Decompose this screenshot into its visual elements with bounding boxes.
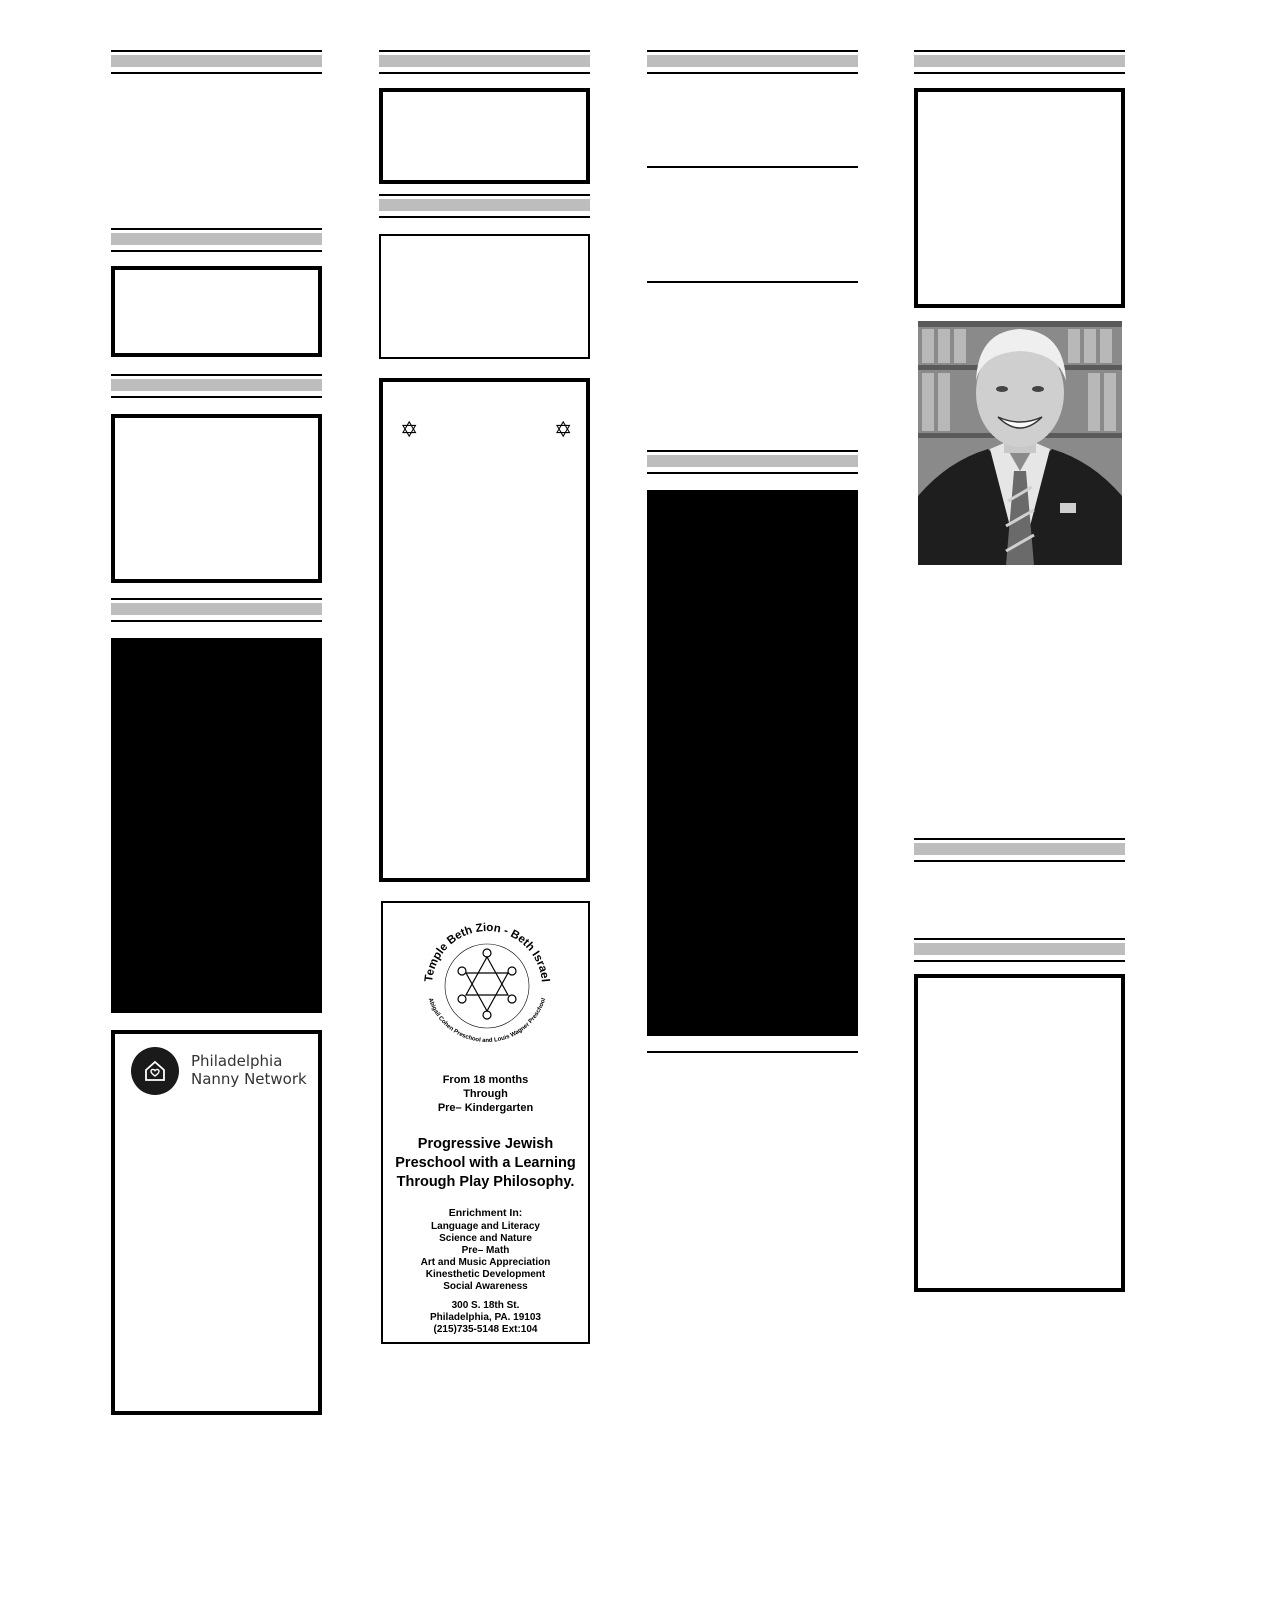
address-line-1: 300 S. 18th St. [451, 1300, 520, 1311]
enrichment-item: Language and Literacy [431, 1221, 540, 1232]
address-line-2: Philadelphia, PA. 19103 [430, 1312, 541, 1323]
ad-box [914, 974, 1125, 1292]
section-header-bar [647, 450, 858, 474]
svg-text:Abigail Cohen Preschool and Lo [427, 997, 548, 1044]
ages-line-1: From 18 months [442, 1074, 529, 1086]
logo-ring-top-text: Temple Beth Zion - Beth Israel [423, 921, 551, 983]
enrichment-heading: Enrichment In: [448, 1207, 523, 1219]
ages-line-3: Pre– Kindergarten [437, 1102, 534, 1114]
nanny-network-name-line1: Philadelphia [191, 1052, 283, 1070]
section-header-bar [914, 938, 1125, 962]
enrichment-item: Kinesthetic Development [425, 1269, 546, 1280]
section-header-bar [111, 50, 322, 74]
ad-box [111, 414, 322, 583]
star-of-david-icon: ✡ [400, 418, 419, 443]
enrichment-item: Science and Nature [439, 1233, 532, 1244]
enrichment-item: Pre– Math [461, 1245, 510, 1256]
divider-rule [647, 166, 858, 168]
ad-box [379, 88, 590, 184]
ad-box [379, 234, 590, 359]
preschool-logo [412, 911, 562, 1049]
section-header-bar [914, 838, 1125, 862]
section-header-bar [379, 194, 590, 218]
ad-box [914, 88, 1125, 308]
section-header-bar [647, 50, 858, 74]
black-ad-block [111, 638, 322, 1013]
nanny-network-name-line2: Nanny Network [191, 1070, 307, 1088]
divider-rule [647, 1051, 858, 1053]
headline-line-2: Preschool with a Learning [395, 1155, 576, 1171]
preschool-ad [381, 901, 590, 1344]
headline-line-1: Progressive Jewish [417, 1136, 554, 1152]
phone-number: (215)735-5148 Ext:104 [433, 1324, 538, 1335]
section-header-bar [914, 50, 1125, 74]
enrichment-item: Social Awareness [443, 1281, 528, 1292]
section-header-bar [111, 228, 322, 252]
nanny-network-ad [111, 1030, 322, 1415]
logo-ring-bottom-text: Abigail Cohen Preschool and Louis Wagner Preschool [426, 997, 548, 1045]
black-ad-block [647, 490, 858, 1036]
house-heart-icon [131, 1047, 179, 1095]
ages-line-2: Through [463, 1088, 508, 1100]
divider-rule [647, 281, 858, 283]
portrait-photo [918, 321, 1122, 565]
enrichment-item: Art and Music Appreciation [420, 1257, 551, 1268]
headline-line-3: Through Play Philosophy. [396, 1174, 575, 1190]
ad-box [111, 266, 322, 357]
holiday-ad-box [379, 378, 590, 882]
section-header-bar [379, 50, 590, 74]
section-header-bar [111, 598, 322, 622]
section-header-bar [111, 374, 322, 398]
star-of-david-icon: ✡ [554, 418, 573, 443]
